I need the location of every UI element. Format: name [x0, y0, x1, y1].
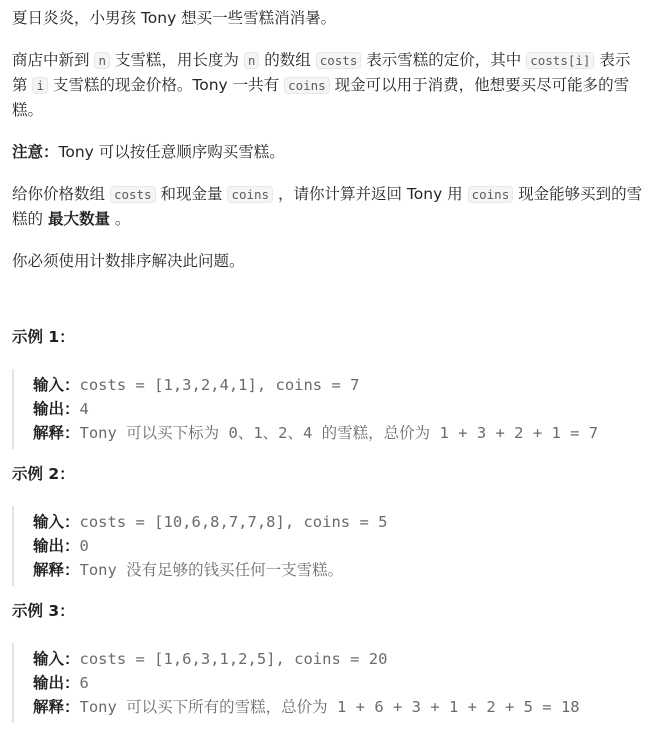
input-value: costs = [1,3,2,4,1], coins = 7	[79, 376, 360, 394]
text-span: 支雪糕的现金价格。Tony 一共有	[47, 76, 285, 94]
example-output-line	[33, 397, 644, 421]
input-value: costs = [1,6,3,1,2,5], coins = 20	[79, 650, 388, 668]
example-explain-line	[33, 421, 644, 445]
constraint-paragraph: 你必须使用计数排序解决此问题。	[12, 252, 245, 270]
example-input-line	[33, 647, 644, 671]
inline-code: coins	[468, 186, 514, 203]
intro-paragraph: 夏日炎炎，小男孩 Tony 想买一些雪糕消消暑。	[12, 9, 337, 27]
example-block	[12, 506, 644, 586]
example-explain-line	[33, 558, 644, 582]
inline-code: coins	[284, 77, 330, 94]
explain-value: Tony 可以买下所有的雪糕，总价为 1 + 6 + 3 + 1 + 2 + 5 = 18	[79, 698, 580, 716]
inline-code: n	[244, 52, 260, 69]
inline-code: costs	[316, 52, 362, 69]
task-paragraph	[12, 182, 644, 232]
text-span: 现金能够买到的雪糕的	[12, 185, 643, 228]
output-value: 4	[79, 400, 89, 418]
inline-code: coins	[227, 186, 273, 203]
output-label: 输出：	[33, 400, 80, 418]
example-block	[12, 643, 644, 723]
example-title: 示例 1：	[12, 328, 75, 346]
example-input-line	[33, 373, 644, 397]
note-text: Tony 可以按任意顺序购买雪糕。	[58, 143, 285, 161]
example-title: 示例 2：	[12, 465, 75, 483]
note-paragraph	[12, 140, 644, 165]
explain-value: Tony 没有足够的钱买任何一支雪糕。	[79, 561, 344, 579]
explain-label: 解释：	[33, 698, 80, 716]
text-span: ，请你计算并返回 Tony 用	[273, 185, 468, 203]
example-block	[12, 369, 644, 449]
output-value: 6	[79, 674, 89, 692]
explain-label: 解释：	[33, 424, 80, 442]
output-value: 0	[79, 537, 89, 555]
bold-text: 最大数量	[47, 210, 110, 228]
text-span: 和现金量	[155, 185, 228, 203]
note-label: 注意：	[12, 143, 59, 161]
output-label: 输出：	[33, 537, 80, 555]
input-label: 输入：	[33, 513, 80, 531]
explain-label: 解释：	[33, 561, 80, 579]
text-span: 表示第	[12, 51, 631, 94]
input-label: 输入：	[33, 650, 80, 668]
input-label: 输入：	[33, 376, 80, 394]
text-span: 支雪糕，用长度为	[109, 51, 244, 69]
example-output-line	[33, 671, 644, 695]
inline-code: costs[i]	[526, 52, 594, 69]
example-title: 示例 3：	[12, 602, 75, 620]
input-value: costs = [10,6,8,7,7,8], coins = 5	[79, 513, 388, 531]
text-span: 的数组	[259, 51, 316, 69]
text-span: 表示雪糕的定价，其中	[361, 51, 527, 69]
example-input-line	[33, 510, 644, 534]
output-label: 输出：	[33, 674, 80, 692]
inline-code: n	[94, 52, 110, 69]
inline-code: i	[32, 77, 48, 94]
inline-code: costs	[110, 186, 156, 203]
text-span: 。	[109, 210, 131, 228]
example-output-line	[33, 534, 644, 558]
explain-value: Tony 可以买下标为 0、1、2、4 的雪糕，总价为 1 + 3 + 2 + 1 = 7	[79, 424, 599, 442]
example-explain-line	[33, 695, 644, 719]
text-span: 现金可以用于消费，他想要买尽可能多的雪糕。	[12, 76, 630, 119]
text-span: 给你价格数组	[12, 185, 110, 203]
problem-paragraph	[12, 48, 644, 123]
text-span: 商店中新到	[12, 51, 95, 69]
